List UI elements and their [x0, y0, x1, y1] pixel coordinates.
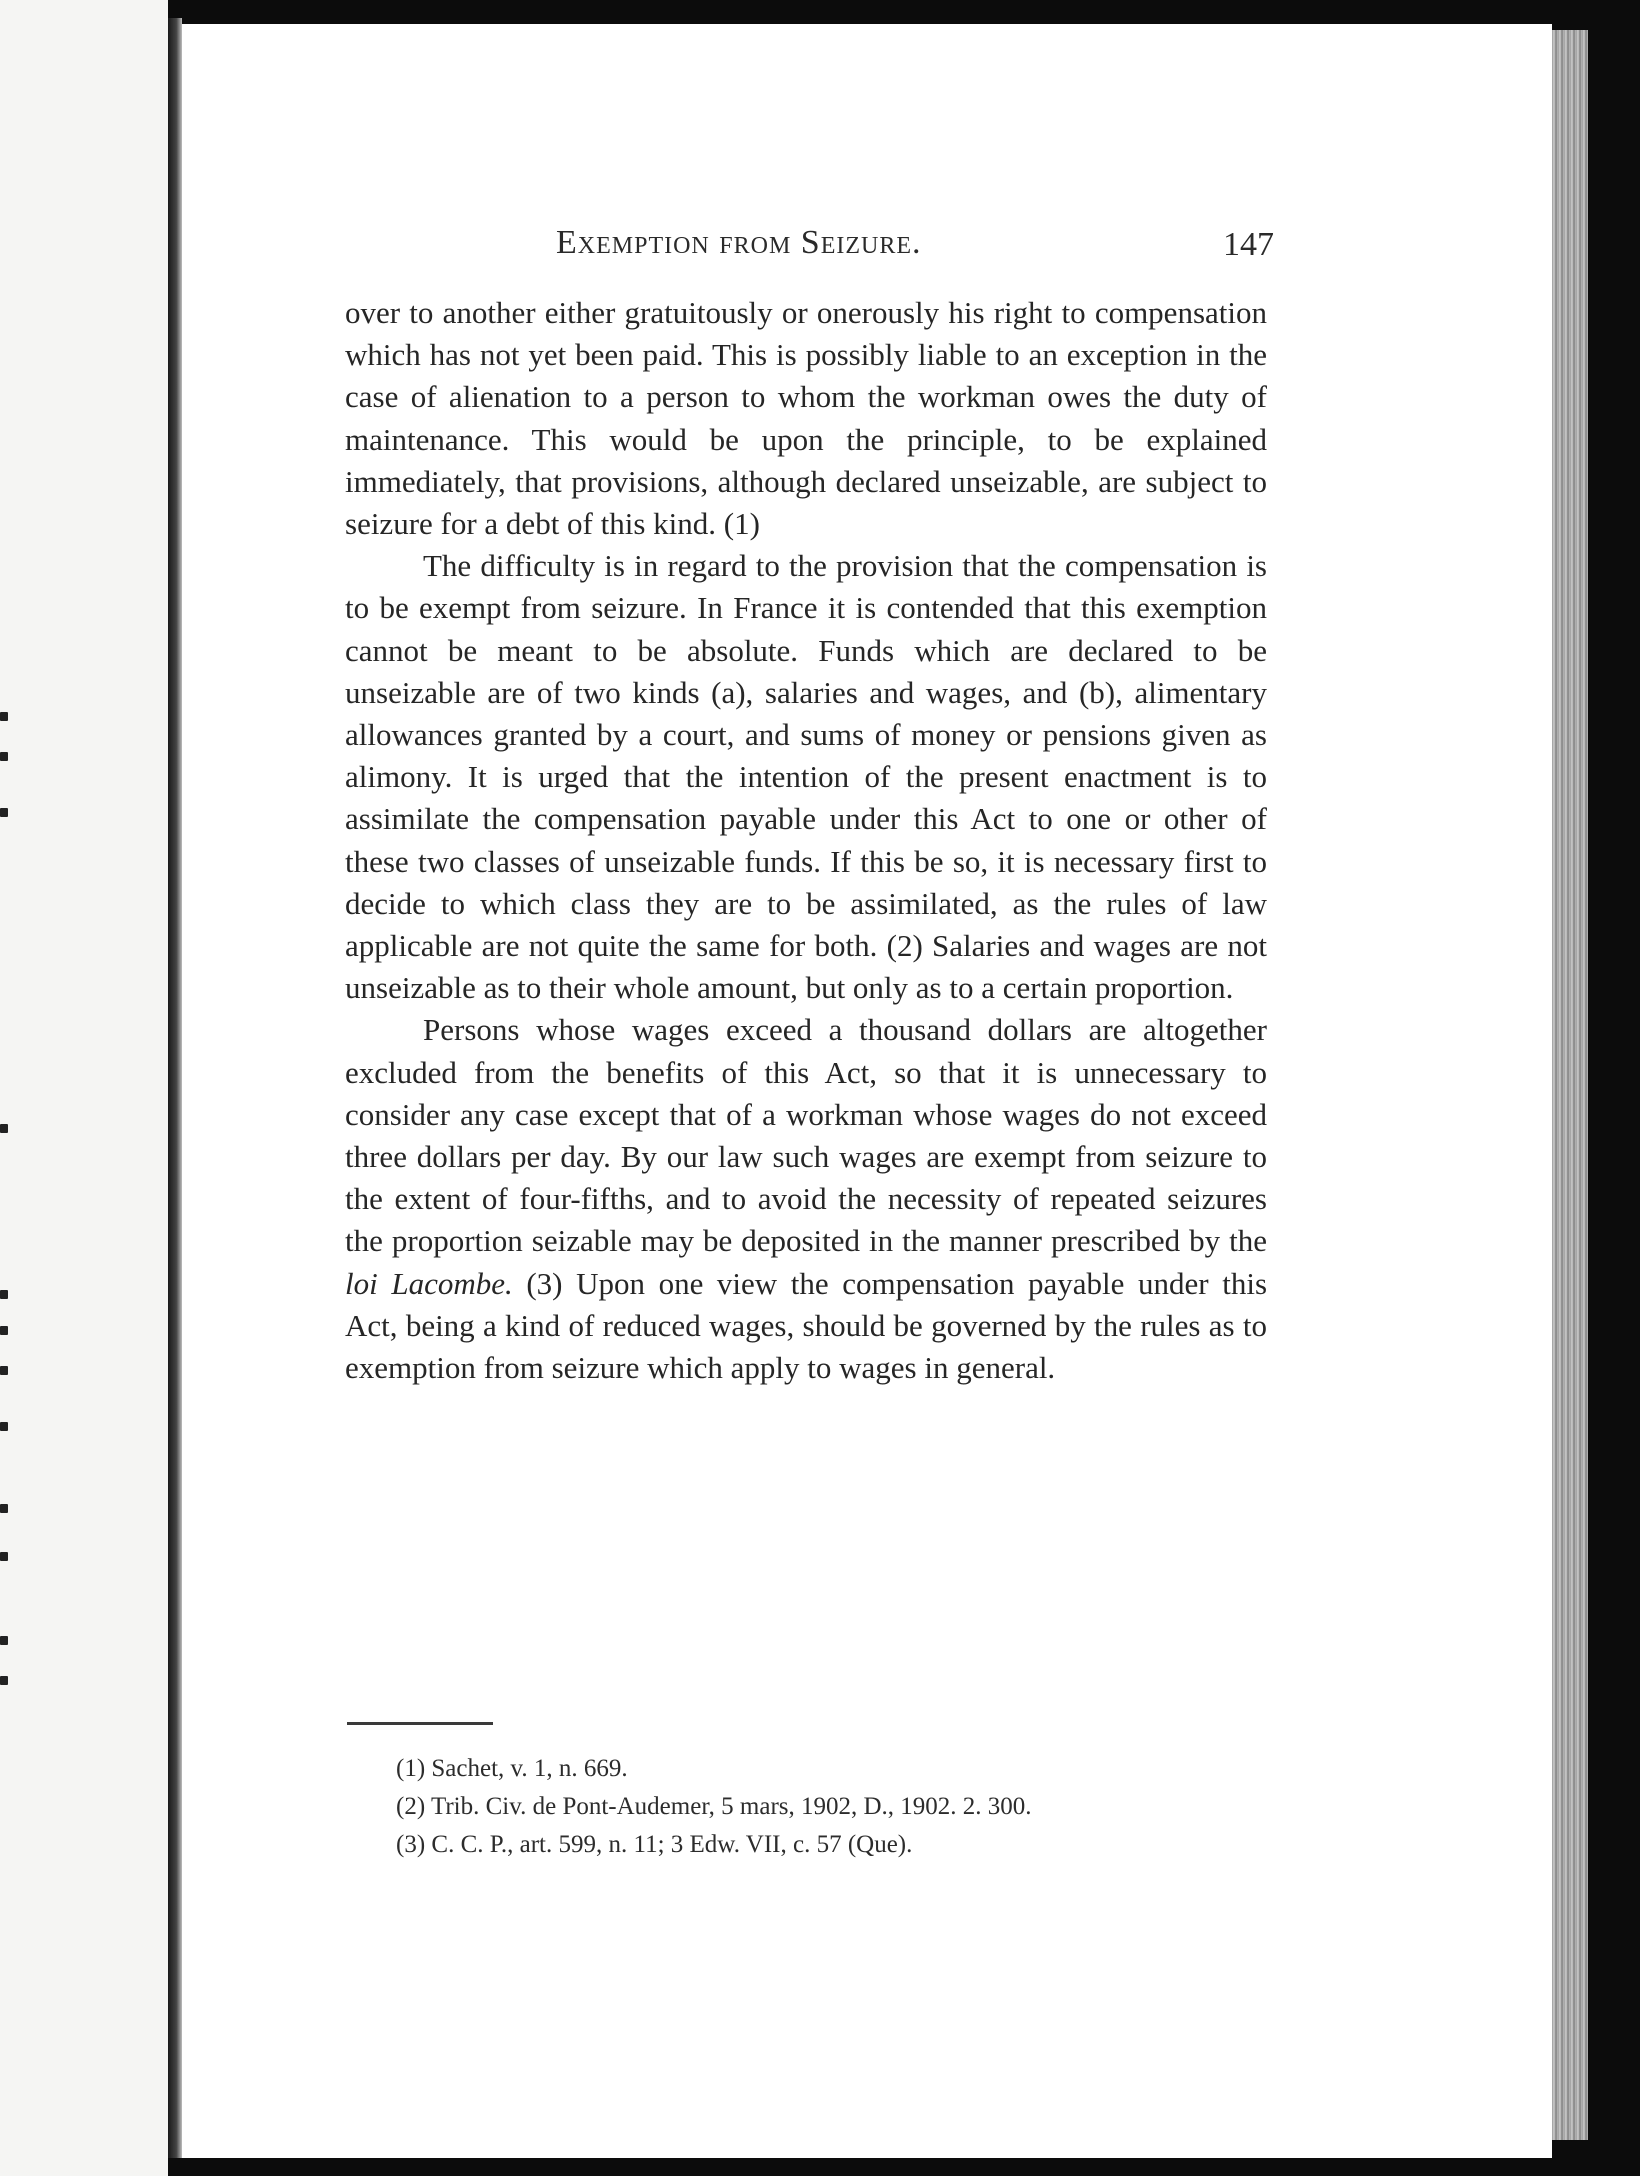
- facing-page-ink-mark: [0, 1676, 8, 1685]
- book-gutter: [168, 18, 182, 2158]
- facing-page-ink-mark: [0, 712, 8, 721]
- facing-page-ink-mark: [0, 808, 8, 817]
- facing-page-ink-mark: [0, 1422, 8, 1431]
- running-head: [350, 224, 1274, 274]
- footnote: (2) Trib. Civ. de Pont-Audemer, 5 mars, 1902, D., 1902. 2. 300.: [396, 1793, 1032, 1820]
- facing-page-ink-mark: [0, 1326, 8, 1335]
- paragraph-text: (3) Upon one view the compensation payable under this Act, being a kind of reduced wages, should be governed by the rules as to exemption from seizure which apply to wages in general.: [345, 1265, 1268, 1386]
- scanner-border-right: [1588, 0, 1640, 2176]
- facing-page-ink-mark: [0, 1504, 8, 1513]
- facing-page-ink-mark: [0, 1636, 8, 1645]
- facing-page-ink-mark: [0, 1552, 8, 1561]
- facing-page-ink-mark: [0, 1290, 8, 1299]
- footnote-rule: [347, 1722, 493, 1725]
- page-number: 147: [1223, 226, 1274, 263]
- paragraph-text: Persons whose wages exceed a thousand dollars are altogether excluded from the benefits of this Act, so that it is unnecessary to consider any case except that of a workman whose wages do not exceed three dollars per day. By our law such wages are exempt from seizure to the extent of four-fifths, and to avoid the necessity of repeated seizures the proportion seizable may be deposited in the manner prescribed by the: [345, 1012, 1267, 1259]
- body-text: [345, 292, 1267, 1389]
- footnote: (3) C. C. P., art. 599, n. 11; 3 Edw. VII, c. 57 (Que).: [396, 1831, 913, 1858]
- footnotes: [396, 1750, 1256, 1864]
- facing-page-ink-mark: [0, 1124, 8, 1133]
- facing-page-ink-mark: [0, 1366, 8, 1375]
- paragraph: The difficulty is in regard to the provision that the compensation is to be exempt from seizure. In France it is contended that this exemption cannot be meant to be absolute. Funds which are declared to be unseizable are of two kinds (a), salaries and wages, and (b), alimentary allowances granted by a court, and sums of money or pensions given as alimony. It is urged that the intention of the present enactment is to assimilate the compensation payable under this Act to one or other of these two classes of unseizable funds. If this be so, it is necessary first to decide to which class they are to be assimilated, as the rules of law applicable are not quite the same for both. (2) Salaries and wages are not unseizable as to their whole amount, but only as to a certain proportion.: [345, 548, 1267, 1006]
- paragraph: over to another either gratuitously or onerously his right to compensation which has not yet been paid. This is possibly liable to an exception in the case of alienation to a person to whom the workman owes the duty of maintenance. This would be upon the principle, to be explained immediately, that provisions, although declared unseizable, are subject to seizure for a debt of this kind. (1): [345, 295, 1267, 542]
- page-stack-edge: [1552, 30, 1588, 2140]
- facing-page-edge: [0, 0, 168, 2176]
- footnote: (1) Sachet, v. 1, n. 669.: [396, 1755, 628, 1782]
- italic-term: loi Lacombe.: [345, 1265, 513, 1301]
- paragraph: [345, 1009, 1267, 1389]
- facing-page-ink-mark: [0, 752, 8, 761]
- running-head-title: Exemption from Seizure.: [556, 224, 922, 261]
